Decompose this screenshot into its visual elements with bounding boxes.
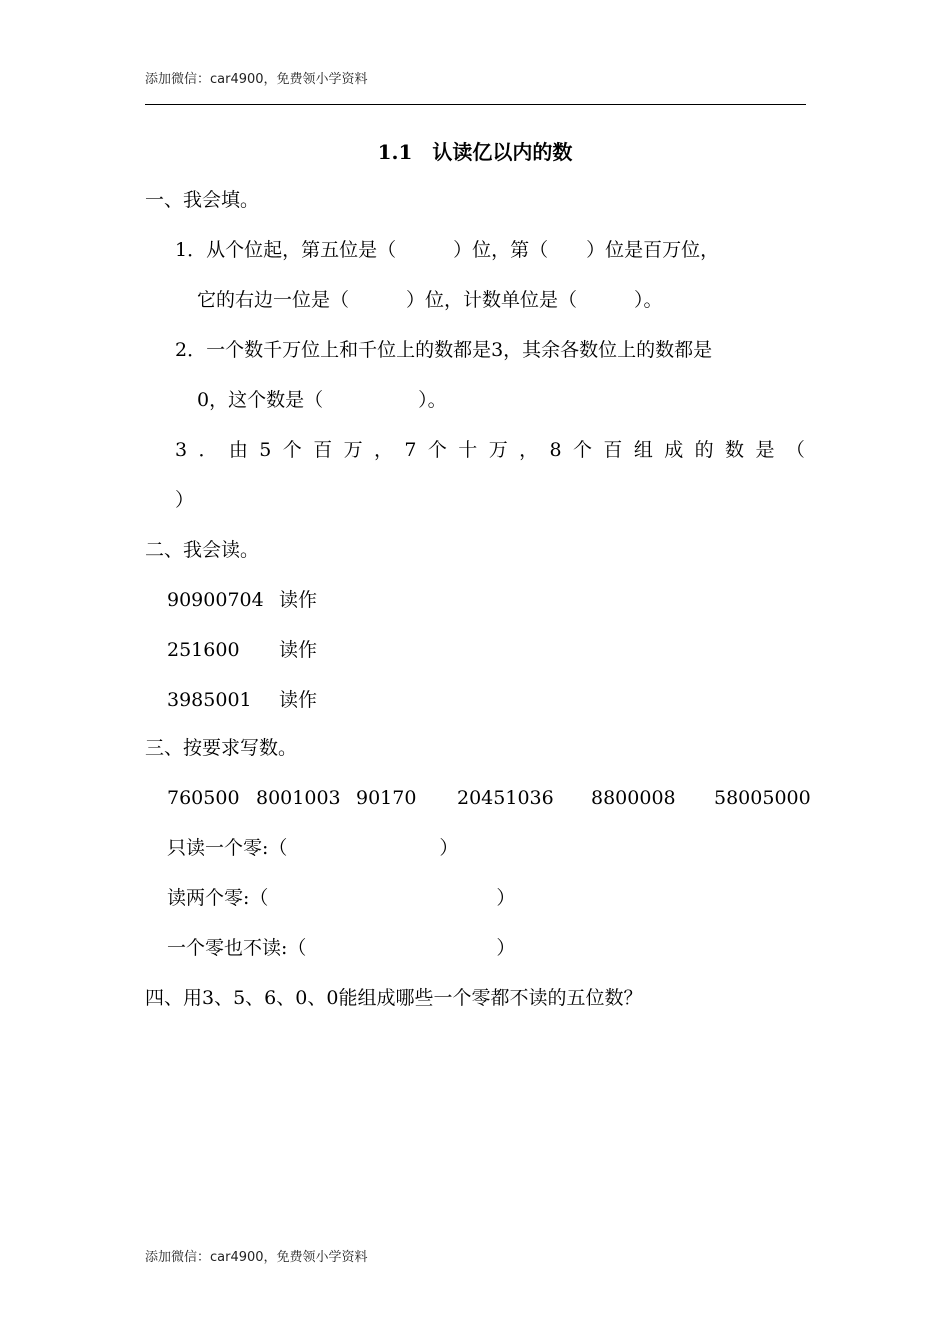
number-item: 8800008 bbox=[591, 787, 676, 809]
q3-char: 3 bbox=[175, 439, 188, 461]
q3-char: 是 bbox=[755, 439, 775, 461]
number-item: 58005000 bbox=[714, 787, 811, 809]
q3-char: 个 bbox=[427, 439, 447, 461]
q3-char: 8 bbox=[549, 439, 562, 461]
read-number: 90900704 bbox=[167, 589, 264, 611]
q3-char: 5 bbox=[259, 439, 272, 461]
one-zero-prompt: 只读一个零:（ ） bbox=[167, 837, 459, 859]
read-label: 读作 bbox=[279, 589, 318, 611]
section4-heading: 四、用3、5、6、0、0能组成哪些一个零都不读的五位数？ bbox=[145, 987, 643, 1009]
read-label: 读作 bbox=[279, 639, 318, 661]
q3-char: 的 bbox=[694, 439, 714, 461]
q3-char: 由 bbox=[228, 439, 248, 461]
q3-char: 百 bbox=[603, 439, 623, 461]
q3-char: 成 bbox=[664, 439, 684, 461]
read-number: 251600 bbox=[167, 639, 240, 661]
number-item: 90170 bbox=[356, 787, 417, 809]
read-label: 读作 bbox=[279, 689, 318, 711]
read-number: 3985001 bbox=[167, 689, 252, 711]
question3-line2: ） bbox=[175, 489, 195, 511]
q3-char: 组 bbox=[633, 439, 653, 461]
q3-char: ． bbox=[198, 439, 218, 461]
question1-line1: 1．从个位起，第五位是（ ）位，第（ ）位是百万位， bbox=[175, 239, 720, 261]
header-text: 添加微信：car4900，免费领小学资料 bbox=[145, 72, 368, 87]
question1-line2: 它的右边一位是（ ）位，计数单位是（ ）。 bbox=[197, 289, 663, 311]
q3-char: 百 bbox=[313, 439, 333, 461]
q3-char: 数 bbox=[725, 439, 745, 461]
section2-heading: 二、我会读。 bbox=[145, 539, 260, 561]
question2-line2: 0，这个数是（ ）。 bbox=[197, 389, 447, 411]
number-item: 760500 bbox=[167, 787, 240, 809]
q3-char: 个 bbox=[573, 439, 593, 461]
header-rule bbox=[145, 104, 806, 105]
q3-char: ， bbox=[519, 439, 539, 461]
number-item: 20451036 bbox=[457, 787, 554, 809]
q3-char: 万 bbox=[343, 439, 363, 461]
q3-char: ， bbox=[374, 439, 394, 461]
q3-char: 7 bbox=[404, 439, 417, 461]
page-title: 1.1 认读亿以内的数 bbox=[377, 140, 573, 164]
footer-text: 添加微信：car4900，免费领小学资料 bbox=[145, 1250, 368, 1265]
section3-heading: 三、按要求写数。 bbox=[145, 737, 298, 759]
no-zero-prompt: 一个零也不读:（ ） bbox=[167, 937, 516, 959]
section1-heading: 一、我会填。 bbox=[145, 189, 260, 211]
two-zeros-prompt: 读两个零:（ ） bbox=[167, 887, 516, 909]
q3-char: 个 bbox=[282, 439, 302, 461]
number-item: 8001003 bbox=[256, 787, 341, 809]
q3-char: （ bbox=[785, 439, 805, 461]
q3-char: 十 bbox=[458, 439, 478, 461]
question2-line1: 2．一个数千万位上和千位上的数都是3，其余各数位上的数都是 bbox=[175, 339, 713, 361]
q3-char: 万 bbox=[488, 439, 508, 461]
question3-line1 bbox=[175, 438, 805, 462]
